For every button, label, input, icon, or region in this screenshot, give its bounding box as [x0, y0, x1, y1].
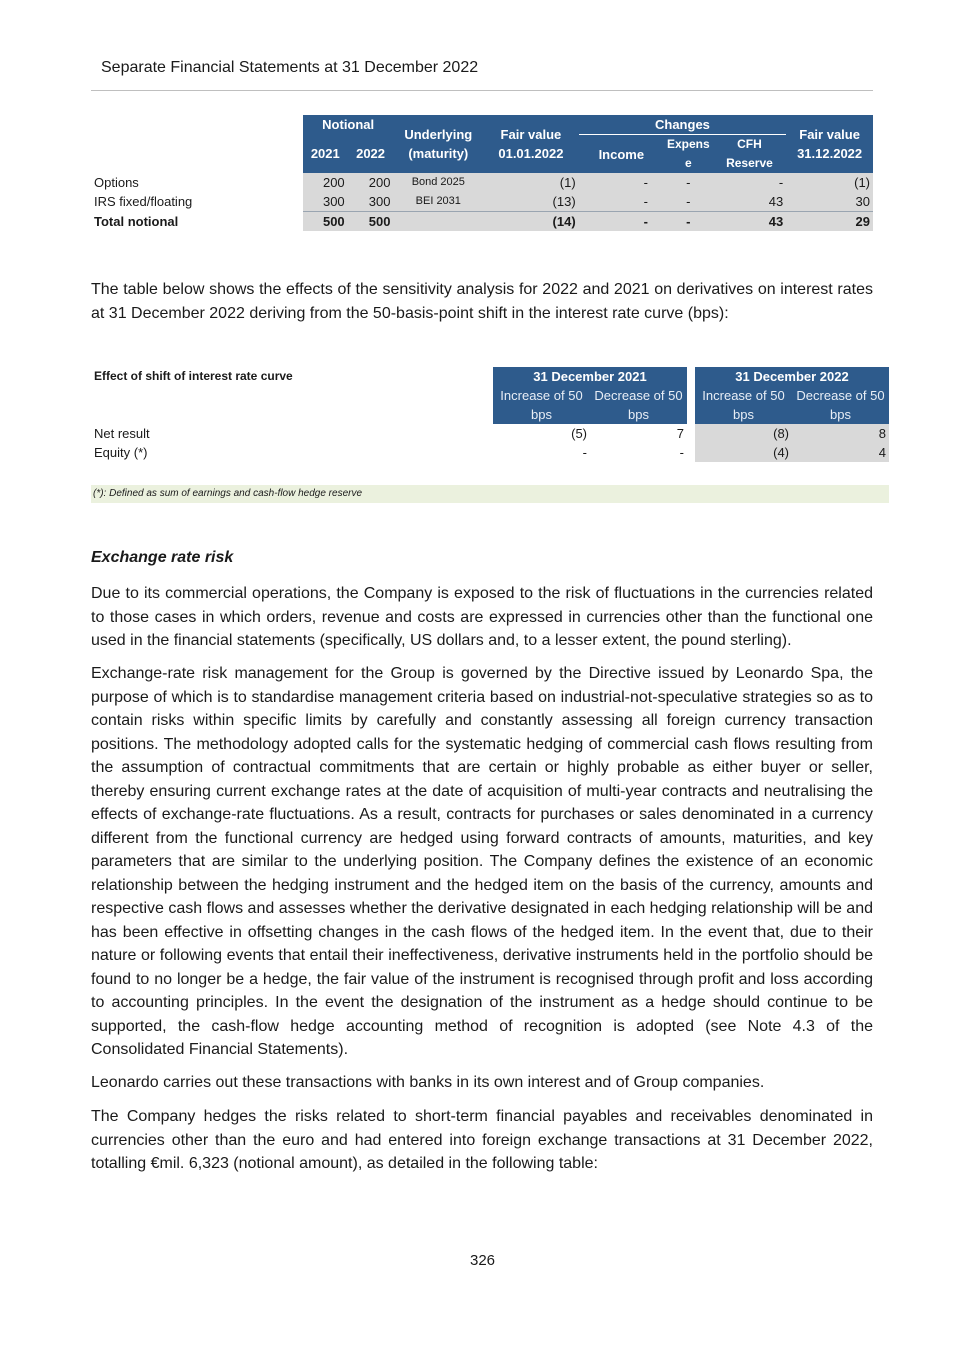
header-changes: Changes — [579, 115, 787, 135]
column-gap — [687, 424, 695, 443]
row-label: Equity (*) — [94, 445, 148, 460]
cell-dec-2022: 4 — [792, 443, 889, 462]
cell-underlying — [393, 212, 483, 232]
row-label: Net result — [94, 426, 150, 441]
cell-2021: 500 — [303, 212, 348, 232]
header-2022: 2022 — [348, 135, 394, 174]
cell-underlying: Bond 2025 — [393, 173, 483, 192]
table-row — [91, 424, 889, 443]
header-underlying: Underlying (maturity) — [393, 115, 483, 173]
column-gap — [687, 386, 695, 424]
row-label: IRS fixed/floating — [94, 194, 193, 210]
cell-dec-2022: 8 — [792, 424, 889, 443]
cell-2022: 500 — [348, 212, 394, 232]
section-title: Exchange rate risk — [91, 549, 234, 566]
header-decrease-2022: Decrease of 50 bps — [792, 386, 889, 424]
exchange-risk-paragraph: Due to its commercial operations, the Company is exposed to the risk of fluctuations in the currencies related to those cases in which orders, revenue and costs are expressed in currencies other than the functional one used in the financial statements (specifically, US dollars and, to a lesser extent, the pound sterling). — [91, 585, 873, 649]
header-notional: Notional — [303, 115, 394, 135]
header-dec-2021: 31 December 2021 — [493, 367, 687, 386]
transactions-paragraph: Leonardo carries out these transactions with banks in its own interest and of Group companies. — [91, 1074, 765, 1091]
cell-inc-2022: (8) — [695, 424, 792, 443]
table-row-total — [91, 212, 873, 232]
page-header-title: Separate Financial Statements at 31 December 2022 — [101, 59, 479, 76]
table-corner — [91, 135, 303, 154]
column-gap — [687, 367, 695, 386]
cell-fv-close: 29 — [786, 212, 873, 232]
header-2021: 2021 — [303, 135, 348, 174]
cell-2022: 200 — [348, 173, 394, 192]
cell-inc-2022: (4) — [695, 443, 792, 462]
header-fair-value-close: Fair value 31.12.2022 — [786, 115, 873, 173]
header-cfh-reserve: CFH Reserve — [713, 135, 787, 174]
cell-cfh: 43 — [713, 212, 787, 232]
cell-cfh: - — [713, 173, 787, 192]
sensitivity-table-title: Effect of shift of interest rate curve — [94, 369, 293, 383]
table-corner — [91, 115, 303, 135]
table-row — [91, 443, 889, 462]
header-expense: Expens e — [664, 135, 713, 174]
header-income: Income — [579, 135, 664, 174]
sensitivity-table — [91, 367, 889, 462]
table-corner — [91, 154, 303, 173]
cell-expense: - — [664, 212, 713, 232]
cell-dec-2021: - — [679, 445, 684, 460]
header-divider — [91, 90, 873, 91]
column-gap — [687, 443, 695, 462]
derivatives-table — [91, 115, 873, 231]
risk-management-paragraph: Exchange-rate risk management for the Group is governed by the Directive issued by Leonardo Spa, the purpose of which is to standardise management criteria based on industrial-not-speculative strategies so as to contain risks within specific limits by carefully and constantly assessing all foreign currency transaction positions. The methodology adopted calls for the systematic hedging of commercial cash flows resulting from the assumption of contractual commitments that are certain or highly probable as either buyer or seller, thereby ensuring current exchange rates at the date of acquisition of multi-year contracts and neutralising the effects of exchange-rate fluctuations. As a result, contracts for purchases or sales denominated in a currency different from the functional currency are hedged using forward contracts of amounts, maturities, and key parameters that are similar to the underlying position. The Company defines the existence of an economic relationship between the hedging instrument and the hedged item on the basis of the currency, amounts and respective cash flows and assesses whether the derivative designated in each hedging relationship will be and has been effective in offsetting changes in the cash flows of the hedged item. In the event that, due to their nature or following events that entail their ineffectiveness, derivative instruments held in the portfolio should be found to no longer be a hedge, the fair value of the instrument is recognised through profit and loss according to accounting principles. In the event the designation of the instrument as a hedge should continue to be supported, the cash-flow hedge accounting method of recognition is adopted (see Note 4.3 of the Consolidated Financial Statements). — [91, 665, 873, 1058]
table-row — [91, 173, 873, 192]
cell-expense: - — [664, 173, 713, 192]
cell-income: - — [579, 212, 664, 232]
cell-inc-2021: (5) — [571, 426, 587, 441]
cell-income: - — [579, 173, 664, 192]
cell-2022: 300 — [348, 192, 394, 212]
sensitivity-intro-paragraph: The table below shows the effects of the sensitivity analysis for 2022 and 2021 on derivatives on interest rates at 31 December 2022 deriving from the 50-basis-point shift in the interest rate curve (bps): — [91, 281, 873, 322]
cell-2021: 200 — [303, 173, 348, 192]
row-label: Options — [94, 175, 139, 190]
cell-underlying: BEI 2031 — [393, 192, 483, 212]
cell-fv-open: (14) — [483, 212, 579, 232]
cell-2021: 300 — [303, 192, 348, 212]
cell-cfh: 43 — [713, 192, 787, 212]
cell-fv-open: (13) — [483, 192, 579, 212]
header-increase-2022: Increase of 50 bps — [695, 386, 792, 424]
cell-fv-close: (1) — [786, 173, 873, 192]
row-label: Total notional — [94, 213, 179, 229]
table-row — [91, 192, 873, 212]
table-footnote: (*): Defined as sum of earnings and cash-flow hedge reserve — [91, 485, 889, 503]
table-corner — [91, 386, 493, 424]
cell-fv-close: 30 — [786, 192, 873, 212]
header-fair-value-open: Fair value 01.01.2022 — [483, 115, 579, 173]
cell-dec-2021: 7 — [676, 426, 684, 441]
header-increase-2021: Increase of 50 bps — [493, 386, 590, 424]
header-decrease-2021: Decrease of 50 bps — [590, 386, 687, 424]
page-number: 326 — [469, 1252, 496, 1269]
cell-inc-2021: - — [582, 445, 587, 460]
cell-expense: - — [664, 192, 713, 212]
header-dec-2022: 31 December 2022 — [695, 367, 889, 386]
cell-fv-open: (1) — [483, 173, 579, 192]
cell-income: - — [579, 192, 664, 212]
hedging-paragraph: The Company hedges the risks related to short-term financial payables and receivables denominated in currencies other than the euro and had entered into foreign exchange transactions at 31 December 2022, totalling €mil. 6,323 (notional amount), as detailed in the following table: — [91, 1108, 873, 1172]
